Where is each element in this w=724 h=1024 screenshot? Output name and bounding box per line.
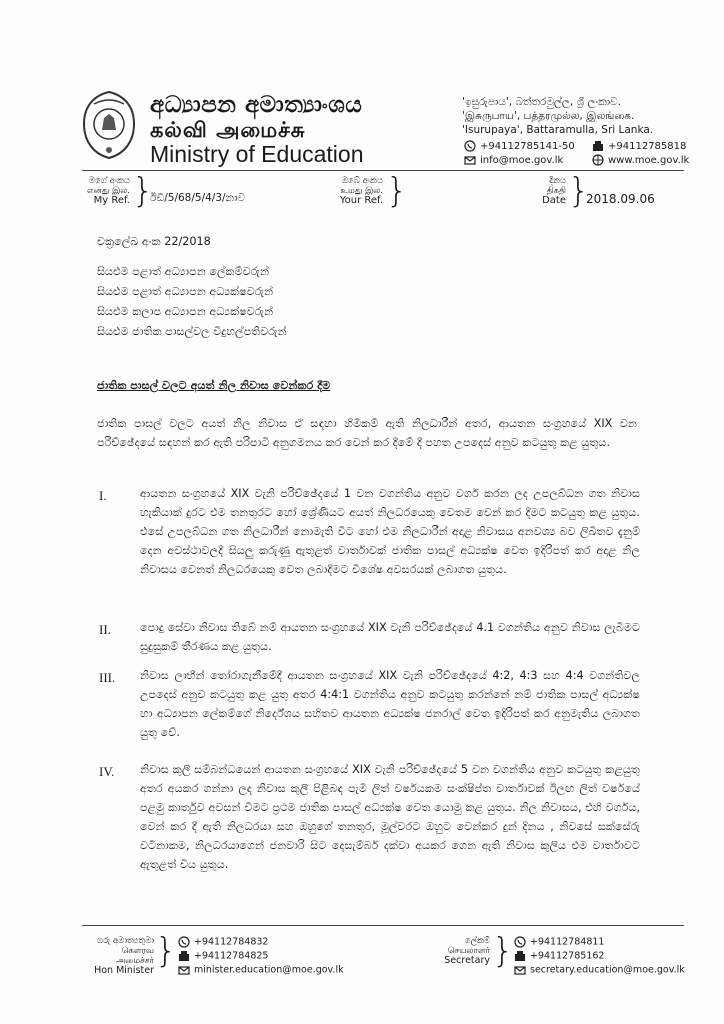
- ministry-name-english: Ministry of Education: [150, 141, 364, 167]
- ministry-name-tamil: கல்வி அமைச்சு: [150, 118, 306, 142]
- address-tamil: 'இசுருபாய', பத்தரமுல்ல, இலங்கை.: [462, 110, 635, 122]
- phone-icon: [464, 140, 476, 152]
- secretary-phone: +94112784811: [514, 936, 604, 948]
- header-divider: [82, 170, 684, 171]
- sri-lanka-emblem-icon: [80, 90, 138, 160]
- header-fax: +94112785818: [592, 140, 686, 152]
- address-sinhala: 'ඉසුරුපාය', බත්තරමුල්ල, ශ්‍රී ලංකාව.: [462, 96, 622, 108]
- paragraph-text: නිවාස කුලී සම්බන්ධයෙන් ආයතන සංග්‍රහයේ XIX වැනි පරිච්ඡේදයේ 5 වන වගන්තිය අනුව කටයුතු කළයුතු අතර අයකර ගන්නා ලද නිවාස කුලී පිළිබඳ පැමි ලිත් වර්ෂයකම සංක්ෂිප්ත වාර්තාවක් ඊලඟ ලිත් වර්ෂයේ පළමු කාර්තුව අවසන් වීමට ප්‍රථම ජාතික පාසල් අධ්‍යක්ෂ වෙත යොමු කළ යුතුය. නිල නිවාසය, එහි වර්ගය, වෙන් කර දී ඇති නිලධරයා සහ ඔහුගේ තනතුර, මූල්වරට ඔහුට වෙන්කර දුන් දිනය , නිවසේ සක්සේරු වටිනාකම, නිලධරයාගෙන් ජනවාරි සිට දෙසැම්බර් දක්වා අයකර ගෙන ඇති නිවාස කුලිය එම වාර්තාවට ඇතුළත් විය යුතුය.: [140, 763, 640, 871]
- my-ref-label: මගේ අංකය எனது இல. My Ref.: [87, 176, 130, 206]
- globe-icon: [592, 154, 604, 166]
- secretary-fax: +94112785162: [514, 950, 604, 962]
- email-icon: [514, 964, 526, 976]
- phone-icon: [178, 936, 190, 948]
- paragraph-text: පොදු සේවා නිවාස තිබේ නම් ආයතන සංග්‍රහයේ XIX වැනි පරිච්ඡේදයේ 4.1 වගන්තිය අනුව නිවාස ලැබීමට සුදුසුකම් තීරණය කළ යුතුය.: [140, 621, 640, 653]
- secretary-email: secretary.education@moe.gov.lk: [514, 964, 685, 976]
- minister-phone: +94112784832: [178, 936, 268, 948]
- address-block: [462, 95, 653, 137]
- minister-fax: +94112784825: [178, 950, 268, 962]
- date-value: 2018.09.06: [586, 192, 655, 206]
- phone-icon: [514, 936, 526, 948]
- intro-paragraph: ජාතික පාසල් වලට අයත් නිල නිවාස ඒ සඳහා හිමිකම් ඇති නිලධාරීන් අතර, ආයතන සංග්‍රහයේ XIX වන පරිච්ඡේදයේ සඳහන් කර ඇති පරිපාටි අනුගමනය කර වෙන් කර දීමේ දී පහත උපදෙස් අනුව කටයුතු කළ යුතුය.: [97, 417, 637, 449]
- your-ref-brace: }: [386, 171, 408, 211]
- paragraph-text: ආයතන සංග්‍රහයේ XIX වැනි පරිච්ඡේදයේ 1 වන වගන්තිය අනුව වර්ග කරන ලද උපලබ්ධන ගත නිවාස හැකියාක් දුරට එම තනතුරට හෝ ශ්‍රේණියට අයත් නිලධරයෙකු වෙතම වෙන් කර දීමට කටයුතු කළ යුතුය. එසේ උපලබ්ධන ගත නිලධාරීන් නොමැති විට හෝ එම නිලධාරීන් අදාළ නිවාසය අනවශ්‍ය බව ලිඛිතව දැනුම් දෙන අවස්ථාවලදී සියලු කරුණු ඇතුළත් වාර්තාවක් ජාතික පාසල් අධ්‍යක්ෂ වෙත ඉදිරිපත් කර අදාළ නිල නිවාසය වෙනත් නිලධරයෙකු වෙත ලබාදීමට විශේෂ අවසරයක් ලබාගත යුතුය.: [140, 487, 640, 576]
- ministry-name-sinhala: අධ්‍යාපන අමාත්‍යාංශය: [150, 92, 363, 118]
- fax-icon: [592, 140, 604, 152]
- recipients-list: [97, 262, 287, 342]
- paragraph-number: I.: [99, 488, 107, 503]
- minister-label: ගරු අමාත්‍යතුමා கௌரவ அமைச்சர் Hon Minister: [94, 936, 154, 976]
- secretary-brace: }: [492, 931, 514, 971]
- paragraph-number: IV.: [99, 764, 115, 779]
- circular-number: චක්‍රලේඛ අංක 22/2018: [97, 235, 211, 248]
- email-icon: [178, 964, 190, 976]
- recipient-item: සියළුම පළාත් අධ්‍යාපන අධ්‍යක්ෂවරුන්: [97, 285, 274, 298]
- header-phone: +94112785141-50: [464, 140, 575, 152]
- recipient-item: සියළුම ජාතික පාසල්වල විදුහල්පතිවරුන්: [97, 325, 287, 338]
- secretary-label: ලේකම් செயலாளர் Secretary: [444, 936, 490, 966]
- paragraph-number: III.: [99, 670, 116, 685]
- email-icon: [464, 154, 476, 166]
- header-web: www.moe.gov.lk: [592, 154, 689, 166]
- paragraph-number: II.: [99, 622, 111, 637]
- minister-email: minister.education@moe.gov.lk: [178, 964, 344, 976]
- address-english: 'Isurupaya', Battaramulla, Sri Lanka.: [462, 124, 654, 136]
- paragraph-text: නිවාස ලාභීන් තෝරාගැනීමේදී ආයතන සංග්‍රහයේ XIX වැනි පරිච්ඡේදයේ 4:2, 4:3 සහ 4:4 වගන්තිවල උපදෙස් අනුව කටයුතු කළ යුතු අතර 4:4:1 වගන්තිය අනුව කටයුතු කරන්නේ නම් ජාතික පාසල් අධ්‍යක්ෂ හා අධ්‍යාපන ලේකම්ගේ නිර්දේශය සහිතව ආයතන අධ්‍යක්ෂ ජනරාල් වෙත ඉදිරිපත් කර අනුමැතිය ලබාගත යුතු වේ.: [140, 669, 640, 739]
- footer-divider: [82, 925, 684, 926]
- minister-brace: }: [155, 931, 177, 971]
- my-ref-brace: }: [132, 171, 154, 211]
- date-brace: }: [568, 171, 590, 211]
- subject-heading: ජාතික පාසල් වලට අයත් නිල නිවාස වෙන්කර දීම: [97, 379, 331, 392]
- recipient-item: සියළුම කලාප අධ්‍යාපන අධ්‍යක්ෂවරුන්: [97, 305, 274, 318]
- recipient-item: සියළුම පළාත් අධ්‍යාපන ලේකම්වරුන්: [97, 265, 270, 278]
- your-ref-label: ඔබේ අංකය உமது இல. Your Ref.: [339, 176, 383, 206]
- date-label: දිනය திகதி Date: [542, 176, 566, 206]
- my-ref-value: ඊඩී/5/68/5/4/3/නාව: [150, 192, 246, 204]
- fax-icon: [178, 950, 190, 962]
- header-email: info@moe.gov.lk: [464, 154, 563, 166]
- fax-icon: [514, 950, 526, 962]
